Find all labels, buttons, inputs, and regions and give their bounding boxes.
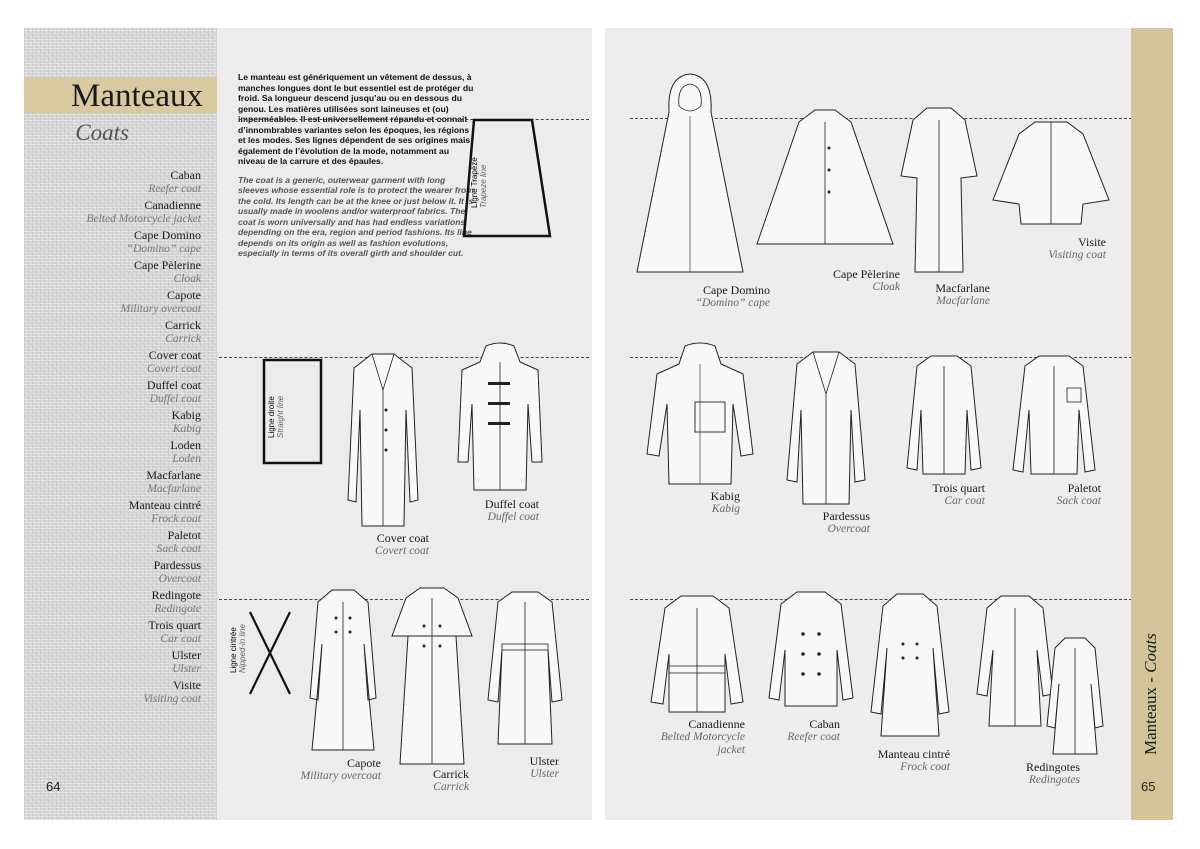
caption-kabig-en: Kabig	[711, 503, 740, 515]
index-entry-en: Sack coat	[156, 543, 201, 555]
caption-ulster	[494, 755, 559, 781]
index-entry	[21, 468, 201, 496]
trapeze-line-label	[470, 157, 488, 208]
caption-redingotes	[1005, 761, 1080, 787]
caption-manteau-cintre-en: Frock coat	[900, 761, 950, 773]
intro-text	[238, 72, 476, 259]
index-entry-en: Kabig	[172, 423, 201, 435]
cover-coat-illustration	[342, 350, 424, 530]
index-entry-en: Loden	[172, 453, 201, 465]
index-entry-fr: Duffel coat	[146, 378, 201, 392]
caption-ulster-fr: Ulster	[529, 754, 559, 768]
caption-manteau-cintre	[860, 748, 950, 774]
index-entry-en: Military overcoat	[120, 303, 201, 315]
index-entry-fr: Cape Pèlerine	[134, 258, 201, 272]
caption-cover-coat-en: Covert coat	[375, 545, 429, 557]
index-entry-fr: Redingote	[151, 588, 201, 602]
caption-trois-quart	[905, 482, 985, 508]
index-entry	[21, 408, 201, 436]
caption-cape-domino	[685, 284, 770, 310]
caption-canadienne	[645, 718, 745, 757]
caption-manteau-cintre-fr: Manteau cintré	[877, 747, 950, 761]
index-entry-en: Ulster	[172, 663, 201, 675]
index-entry-en: Duffel coat	[149, 393, 201, 405]
index-entry-fr: Ulster	[171, 648, 201, 662]
intro-text-en: The coat is a generic, outerwear garment with long sleeves whose essential role is to protect the wearer from the cold. Its length can be at the knee or just below it. It is usually made in woolens and/or waterproof fabrics. The coat is worn universally and has had endless variations depending on the era, region and period fashions. Its line depends on its origin as well as fashion evolutions, especially in terms of its overall girth and shoulder cut.	[238, 174, 474, 258]
pardessus-illustration	[783, 350, 869, 508]
caption-visite-en: Visiting coat	[1048, 249, 1106, 261]
index-entry	[21, 318, 201, 346]
cape-pelerine-illustration	[755, 108, 895, 252]
manteau-cintre-illustration	[867, 592, 953, 740]
caption-kabig	[680, 490, 740, 516]
caption-cape-pelerine-en: Cloak	[872, 281, 900, 293]
index-entry	[21, 498, 201, 526]
index-entry	[21, 168, 201, 196]
index-entry-en: Covert coat	[147, 363, 201, 375]
index-entry	[21, 198, 201, 226]
index-entry-fr: Canadienne	[144, 198, 201, 212]
caption-pardessus	[790, 510, 870, 536]
caption-capote	[286, 757, 381, 783]
caption-cape-domino-en: “Domino” cape	[695, 297, 770, 309]
caption-canadienne-fr: Canadienne	[688, 717, 745, 731]
caption-visite	[1030, 236, 1106, 262]
index-entry-fr: Caban	[170, 168, 201, 182]
page-number-right: 65	[1141, 779, 1156, 794]
index-entry-fr: Cape Domino	[134, 228, 201, 242]
page-number-left: 64	[46, 779, 61, 794]
side-band-label-fr: Manteaux -	[1141, 677, 1160, 755]
nipped-label-fr: Ligne cintrée	[229, 627, 238, 673]
caption-duffel-coat	[474, 498, 539, 524]
caption-canadienne-en-line1: Belted Motorcycle	[660, 731, 745, 743]
caption-pardessus-en: Overcoat	[827, 523, 870, 535]
caption-cover-coat-fr: Cover coat	[376, 531, 429, 545]
index-entry	[21, 288, 201, 316]
caption-caban	[765, 718, 840, 744]
caption-capote-en: Military overcoat	[300, 770, 381, 782]
index-entry-fr: Cover coat	[148, 348, 201, 362]
index-entry	[21, 228, 201, 256]
trapeze-label-fr: Ligne Trapèze	[470, 157, 479, 208]
index-entry-en: Macfarlane	[147, 483, 201, 495]
caption-canadienne-en-line2: jacket	[717, 744, 745, 756]
index-entry	[21, 558, 201, 586]
index-entry-fr: Capote	[167, 288, 201, 302]
visite-illustration	[991, 120, 1111, 230]
index-entry-fr: Carrick	[165, 318, 201, 332]
caption-duffel-coat-en: Duffel coat	[487, 511, 539, 523]
caption-pardessus-fr: Pardessus	[822, 509, 870, 523]
index-entry-en: Frock coat	[151, 513, 201, 525]
caption-redingotes-en: Redingotes	[1028, 774, 1080, 786]
straight-line-label	[267, 396, 285, 438]
page-title-fr: Manteaux	[71, 78, 203, 114]
caption-carrick	[404, 768, 469, 794]
index-entry-fr: Visite	[173, 678, 201, 692]
index-entry-fr: Manteau cintré	[128, 498, 201, 512]
index-entry	[21, 678, 201, 706]
nipped-label-en: Nipped-in line	[238, 624, 247, 673]
caption-cape-pelerine	[820, 268, 900, 294]
nipped-line-shape	[246, 608, 296, 698]
caption-macfarlane	[910, 282, 990, 308]
macfarlane-illustration	[899, 106, 979, 276]
caption-macfarlane-en: Macfarlane	[936, 295, 990, 307]
caption-redingotes-fr: Redingotes	[1026, 760, 1080, 774]
index-entry-en: Belted Motorcycle jacket	[86, 213, 201, 225]
index-entry	[21, 648, 201, 676]
index-entry	[21, 618, 201, 646]
index-entry	[21, 588, 201, 616]
caption-macfarlane-fr: Macfarlane	[935, 281, 990, 295]
caban-illustration	[765, 590, 857, 710]
index-entry-fr: Loden	[170, 438, 201, 452]
index-entry-en: Carrick	[165, 333, 201, 345]
caption-cover-coat	[364, 532, 429, 558]
redingote-front-illustration	[1043, 636, 1107, 758]
index-entry	[21, 348, 201, 376]
ulster-illustration	[484, 590, 566, 748]
index-entry	[21, 528, 201, 556]
caption-carrick-fr: Carrick	[433, 767, 469, 781]
index-entry-en: Reefer coat	[148, 183, 201, 195]
index-entry-en: Cloak	[173, 273, 201, 285]
caption-paletot	[1025, 482, 1101, 508]
textured-side-column	[24, 28, 217, 820]
caption-ulster-en: Ulster	[530, 768, 559, 780]
side-band-label-en: Coats	[1141, 633, 1160, 673]
right-page	[605, 28, 1173, 820]
index-entry-en: Overcoat	[158, 573, 201, 585]
index-entry-en: Redingote	[154, 603, 201, 615]
caption-carrick-en: Carrick	[433, 781, 469, 793]
canadienne-illustration	[647, 594, 747, 716]
caption-duffel-coat-fr: Duffel coat	[484, 497, 539, 511]
caption-visite-fr: Visite	[1078, 235, 1106, 249]
index-entry-en: Car coat	[160, 633, 201, 645]
left-page	[24, 28, 592, 820]
caption-cape-domino-fr: Cape Domino	[703, 283, 770, 297]
carrick-illustration	[386, 586, 478, 768]
garment-index	[21, 168, 201, 708]
caption-capote-fr: Capote	[347, 756, 381, 770]
cape-domino-illustration	[635, 72, 745, 278]
index-entry-fr: Pardessus	[153, 558, 201, 572]
caption-cape-pelerine-fr: Cape Pèlerine	[833, 267, 900, 281]
caption-trois-quart-fr: Trois quart	[932, 481, 985, 495]
caption-paletot-en: Sack coat	[1056, 495, 1101, 507]
index-entry-fr: Macfarlane	[146, 468, 201, 482]
nipped-line-label	[229, 624, 247, 673]
index-entry	[21, 258, 201, 286]
caption-paletot-fr: Paletot	[1067, 481, 1101, 495]
index-entry-fr: Paletot	[167, 528, 201, 542]
index-entry-fr: Kabig	[171, 408, 201, 422]
trois-quart-illustration	[903, 354, 985, 478]
duffel-coat-illustration	[454, 344, 546, 494]
trapeze-label-en: Trapeze line	[479, 164, 488, 208]
caption-caban-en: Reefer coat	[787, 731, 840, 743]
caption-kabig-fr: Kabig	[710, 489, 740, 503]
index-entry-en: Visiting coat	[143, 693, 201, 705]
paletot-illustration	[1009, 354, 1099, 478]
kabig-illustration	[645, 344, 755, 488]
index-entry-fr: Trois quart	[148, 618, 201, 632]
index-entry	[21, 378, 201, 406]
intro-text-fr: Le manteau est génériquement un vêtement de dessus, à manches longues dont le but essentiel est de protéger du froid. Sa longueur descend jusqu’au ou en dessous du genou. Les matières utilisées sont laineuses et (ou) imperméables. Il est universellement répandu et connait d’innombrables variantes selon les époques, les régions et les modes. Ses lignes dépendent de ses origines mais également de l’évolution de la mode, notamment au niveau de la carrure et des épaules.	[238, 72, 474, 166]
capote-illustration	[302, 588, 384, 754]
caption-trois-quart-en: Car coat	[944, 495, 985, 507]
index-entry-en: “Domino” cape	[126, 243, 201, 255]
side-band-label	[1141, 633, 1161, 755]
straight-label-fr: Ligne droite	[267, 396, 276, 438]
index-entry	[21, 438, 201, 466]
caption-caban-fr: Caban	[809, 717, 840, 731]
straight-label-en: Straight line	[276, 395, 285, 438]
page-title-en: Coats	[75, 120, 129, 145]
